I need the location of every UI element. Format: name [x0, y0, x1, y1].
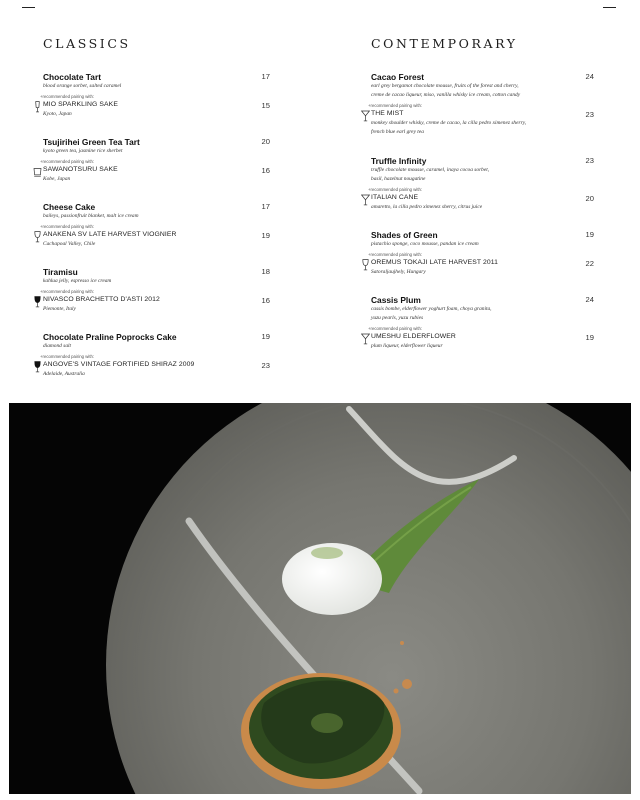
- pairing-label: +recommended pairing with:: [368, 103, 423, 108]
- pairing-name: THE MIST: [371, 110, 404, 117]
- corner-mark-right: [603, 7, 616, 8]
- dish-description: baileys, passionfruit blanket, malt ice cream: [43, 213, 139, 219]
- pairing-name: ANAKENA SV LATE HARVEST VIOGNIER: [43, 231, 177, 238]
- flute-glass-icon: [33, 101, 42, 113]
- martini-glass-icon: [361, 194, 370, 206]
- dish-price: 20: [261, 137, 270, 146]
- pairing-price: 22: [585, 259, 594, 268]
- dish-description: kyoto green tea, jasmine rice sherbet: [43, 148, 123, 154]
- dish-price: 19: [585, 230, 594, 239]
- pairing-price: 16: [261, 296, 270, 305]
- pairing-label: +recommended pairing with:: [40, 94, 95, 99]
- pairing-price: 16: [261, 166, 270, 175]
- classics-heading: CLASSICS: [43, 36, 131, 51]
- dish-name: Truffle Infinity: [371, 156, 427, 166]
- pairing-name: ANGOVE'S VINTAGE FORTIFIED SHIRAZ 2009: [43, 361, 195, 368]
- pairing-price: 23: [585, 110, 594, 119]
- pairing-name: NIVASCO BRACHETTO D'ASTI 2012: [43, 296, 160, 303]
- pairing-label: +recommended pairing with:: [40, 289, 95, 294]
- martini-glass-icon: [361, 110, 370, 122]
- pairing-price: 23: [261, 361, 270, 370]
- pairing-price: 15: [261, 101, 270, 110]
- dish-name: Tiramisu: [43, 267, 78, 277]
- sake-cup-icon: [33, 166, 42, 178]
- dish-price: 23: [585, 156, 594, 165]
- dish-name: Chocolate Praline Poprocks Cake: [43, 332, 177, 342]
- dish-description: truffle chocolate mousse, caramel, inaya cocoa sorbet,: [371, 167, 490, 173]
- dish-name: Cheese Cake: [43, 202, 96, 212]
- pairing-origin: Adelaide, Australia: [43, 371, 85, 377]
- dish-description: basil, hazelnut nougatine: [371, 176, 426, 182]
- contemporary-heading: CONTEMPORARY: [371, 36, 518, 51]
- corner-mark-left: [22, 7, 35, 8]
- pairing-origin: Cachapoal Valley, Chile: [43, 241, 96, 247]
- pairing-origin: Piemonte, Italy: [43, 306, 76, 312]
- pairing-name: UMESHU ELDERFLOWER: [371, 333, 456, 340]
- dish-description: earl grey bergamot chocolate mousse, fruits of the forest and cherry,: [371, 83, 519, 89]
- white-wine-glass-icon: [33, 231, 42, 243]
- dish-description: kahlua jelly, espresso ice cream: [43, 278, 112, 284]
- pairing-label: +recommended pairing with:: [40, 224, 95, 229]
- pairing-price: 20: [585, 194, 594, 203]
- dish-name: Shades of Green: [371, 230, 438, 240]
- dish-price: 17: [261, 72, 270, 81]
- pairing-origin: Kobe, Japan: [43, 176, 71, 182]
- pairing-label: +recommended pairing with:: [40, 354, 95, 359]
- dish-description: cassis bombe, elderflower yoghurt foam, choya granita,: [371, 306, 492, 312]
- red-wine-glass-icon: [33, 361, 42, 373]
- pairing-origin: monkey shoulder whisky, creme de cacao, la cilla pedro ximenez sherry,: [371, 120, 527, 126]
- dessert-photo: [9, 403, 631, 794]
- dish-price: 17: [261, 202, 270, 211]
- pairing-label: +recommended pairing with:: [368, 187, 423, 192]
- white-wine-glass-icon: [361, 259, 370, 271]
- red-wine-glass-icon: [33, 296, 42, 308]
- pairing-origin: french blue earl grey tea: [371, 129, 424, 135]
- pairing-price: 19: [261, 231, 270, 240]
- dish-description: yuzu pearls, yuzu rubies: [371, 315, 424, 321]
- pairing-origin: Satoraljaujhely, Hungary: [371, 269, 426, 275]
- pairing-label: +recommended pairing with:: [40, 159, 95, 164]
- dish-description: blood orange sorbet, salted caramel: [43, 83, 122, 89]
- dish-name: Tsujirihei Green Tea Tart: [43, 137, 140, 147]
- dish-description: creme de cacao liqueur, miso, vanilla whisky ice cream, cotton candy: [371, 92, 521, 98]
- dish-name: Cacao Forest: [371, 72, 425, 82]
- pairing-name: OREMUS TOKAJI LATE HARVEST 2011: [371, 259, 498, 266]
- dish-description: diamond salt: [43, 343, 72, 349]
- dish-price: 24: [585, 72, 594, 81]
- pairing-origin: plum liqueur, elderflower liqueur: [371, 343, 443, 349]
- dish-name: Chocolate Tart: [43, 72, 102, 82]
- pairing-label: +recommended pairing with:: [368, 326, 423, 331]
- pairing-label: +recommended pairing with:: [368, 252, 423, 257]
- pairing-name: ITALIAN CANE: [371, 194, 419, 201]
- pairing-origin: amaretto, la cilla pedro ximenez sherry, citrus juice: [371, 204, 483, 210]
- pairing-name: SAWANOTSURU SAKE: [43, 166, 118, 173]
- dish-price: 19: [261, 332, 270, 341]
- dish-price: 24: [585, 295, 594, 304]
- martini-glass-icon: [361, 333, 370, 345]
- crumb: [402, 679, 412, 689]
- pairing-name: MIO SPARKLING SAKE: [43, 101, 118, 108]
- dish-description: pistachio sponge, coco mousse, pandan ice cream: [371, 241, 479, 247]
- pairing-price: 19: [585, 333, 594, 342]
- dish-name: Cassis Plum: [371, 295, 421, 305]
- pairing-origin: Kyoto, Japan: [43, 111, 72, 117]
- dish-price: 18: [261, 267, 270, 276]
